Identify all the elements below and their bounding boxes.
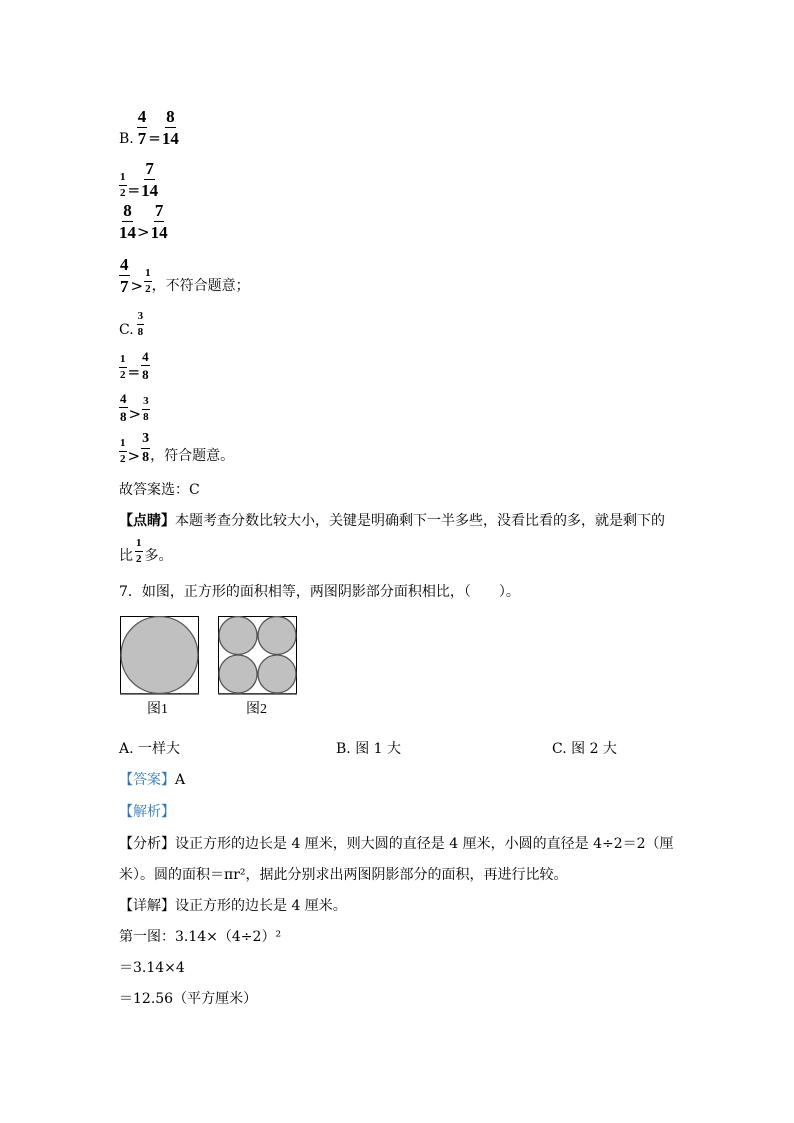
- fraction: $\frac{8}{14}$: [161, 107, 179, 148]
- figure-1: [120, 616, 200, 696]
- fraction: $\frac{3}{8}$: [142, 431, 150, 465]
- option-b-line4: $\frac{4}{7}$ > $\frac{1}{2}$ ，不符合题意；: [120, 255, 250, 296]
- xiangjie-step-3: ＝12.56（平方厘米）: [119, 991, 258, 1007]
- question-7-text: 7．如图，正方形的面积相等，两图阴影部分面积相比，（ ）。: [119, 584, 520, 600]
- fenxi-line2: 米）。圆的面积＝πr²，据此分别求出两图阴影部分的面积，再进行比较。: [119, 867, 568, 883]
- fraction: $\frac{3}{8}$: [143, 395, 149, 423]
- fraction: $\frac{4}{7}$: [120, 255, 129, 296]
- fenxi-line1: 【分析】设正方形的边长是 4 厘米，则大圆的直径是 4 厘米，小圆的直径是 4÷2＝2（厘: [119, 836, 674, 852]
- xiangjie-line: 【详解】设正方形的边长是 4 厘米。: [119, 898, 347, 914]
- fraction: $\frac{1}{2}$: [136, 537, 142, 565]
- fraction: $\frac{1}{2}$: [120, 437, 126, 465]
- option-c: C. 图 2 大: [552, 741, 617, 757]
- answer-value: A: [175, 772, 186, 788]
- option-c-line2: $\frac{4}{8}$ > $\frac{3}{8}$: [120, 391, 149, 424]
- option-a: A. 一样大: [119, 741, 181, 757]
- analysis-label: 【解析】: [119, 804, 175, 820]
- answer-choice-line: 故答案选：C: [119, 482, 200, 498]
- option-c-line1: $\frac{1}{2}$ = $\frac{4}{8}$: [120, 349, 149, 382]
- fraction: $\frac{4}{8}$: [120, 391, 127, 424]
- option-b-line3: $\frac{8}{14}$ > $\frac{7}{14}$: [119, 201, 168, 242]
- option-c-line3: $\frac{1}{2}$ > $\frac{3}{8}$ ，符合题意。: [120, 431, 235, 465]
- option-b: B. 图 1 大: [336, 741, 402, 757]
- option-b-line2: $\frac{1}{2}$ = $\frac{7}{14}$: [120, 159, 159, 200]
- dianjing-line2: 比 $\frac{1}{2}$ 多。: [119, 537, 173, 565]
- option-b-line1: B. $\frac{4}{7}$ = $\frac{8}{14}$: [119, 107, 179, 148]
- fraction: $\frac{3}{8}$: [137, 310, 144, 338]
- fraction: $\frac{1}{2}$: [120, 171, 126, 199]
- figure-2-graphic: [218, 616, 298, 696]
- xiangjie-step-2: ＝3.14×4: [119, 960, 185, 976]
- fraction: $\frac{4}{8}$: [142, 349, 149, 382]
- option-c-label: C.: [119, 322, 134, 338]
- fenxi-label: 【分析】: [119, 836, 175, 852]
- answer-line: [119, 769, 185, 789]
- fraction: $\frac{8}{14}$: [119, 201, 136, 242]
- xiangjie-label: 【详解】: [119, 898, 175, 914]
- fraction: $\frac{7}{14}$: [150, 201, 168, 242]
- fraction: $\frac{4}{7}$: [137, 107, 147, 148]
- xiangjie-step-1: 第一图：3.14×（4÷2）²: [119, 929, 282, 945]
- figure-2: [218, 616, 298, 696]
- figure-2-label: 图2: [246, 702, 267, 717]
- option-c-line0: [119, 311, 144, 338]
- option-b-label: B.: [119, 131, 134, 147]
- fraction: $\frac{7}{14}$: [141, 159, 159, 200]
- dianjing-line1: 【点睛】本题考查分数比较大小，关键是明确剩下一半多些，没看比看的多，就是剩下的: [119, 513, 665, 529]
- figure-1-label: 图1: [147, 702, 168, 717]
- fraction: $\frac{1}{2}$: [145, 267, 151, 295]
- figure-1-graphic: [120, 616, 200, 696]
- dianjing-label: 【点睛】: [119, 513, 175, 529]
- fraction: $\frac{1}{2}$: [120, 353, 126, 381]
- answer-label: 【答案】: [119, 772, 175, 788]
